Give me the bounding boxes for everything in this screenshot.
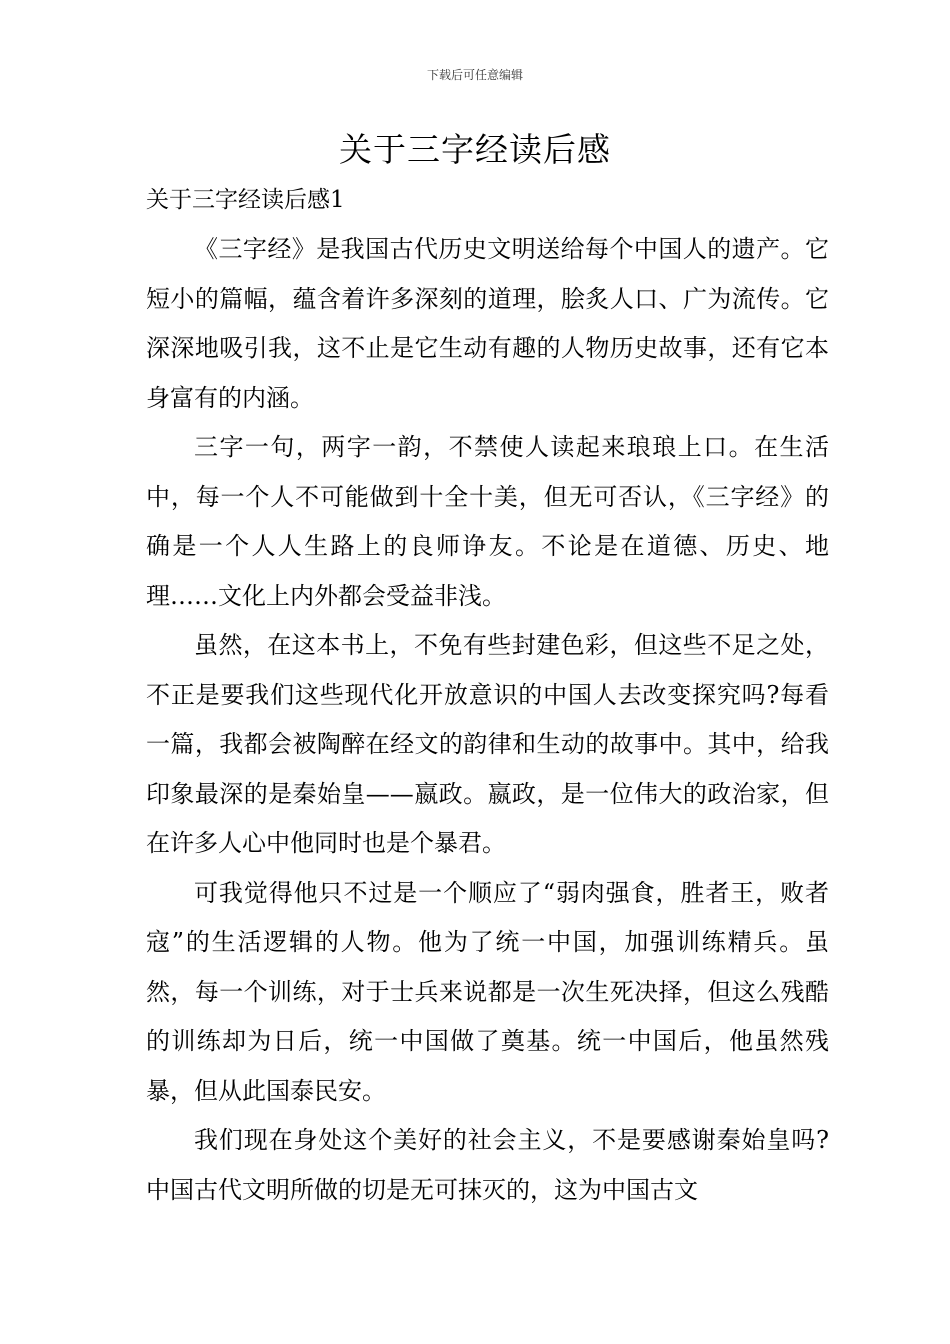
document-title: 关于三字经读后感 (339, 130, 611, 169)
paragraph: 三字一句，两字一韵，不禁使人读起来琅琅上口。在生活中，每一个人不可能做到十全十美，但无可否认，《三字经》的确是一个人人生路上的良师诤友。不论是在道德、历史、地理……文化上内外都会受益非浅。 (146, 433, 829, 610)
paragraph: 我们现在身处这个美好的社会主义，不是要感谢秦始皇吗?中国古代文明所做的切是无可抹灭的，这为中国古文 (146, 1126, 829, 1204)
header-note: 下载后可任意编辑 (426, 68, 523, 82)
body-text (146, 225, 829, 1215)
paragraph: 虽然，在这本书上，不免有些封建色彩，但这些不足之处，不正是要我们这些现代化开放意识的中国人去改变探究吗?每看一篇，我都会被陶醉在经文的韵律和生动的故事中。其中，给我印象最深的是秦始皇——嬴政。嬴政，是一位伟大的政治家，但在许多人心中他同时也是个暴君。 (146, 631, 829, 857)
paragraph: 《三字经》是我国古代历史文明送给每个中国人的遗产。它短小的篇幅，蕴含着许多深刻的道理，脍炙人口、广为流传。它深深地吸引我，这不止是它生动有趣的人物历史故事，还有它本身富有的内涵。 (146, 235, 829, 412)
section-heading: 关于三字经读后感1 (146, 187, 345, 213)
paragraph: 可我觉得他只不过是一个顺应了“弱肉强食，胜者王，败者寇”的生活逻辑的人物。他为了统一中国，加强训练精兵。虽然，每一个训练，对于士兵来说都是一次生死决择，但这么残酷的训练却为日后，统一中国做了奠基。统一中国后，他虽然残暴，但从此国泰民安。 (146, 878, 829, 1105)
